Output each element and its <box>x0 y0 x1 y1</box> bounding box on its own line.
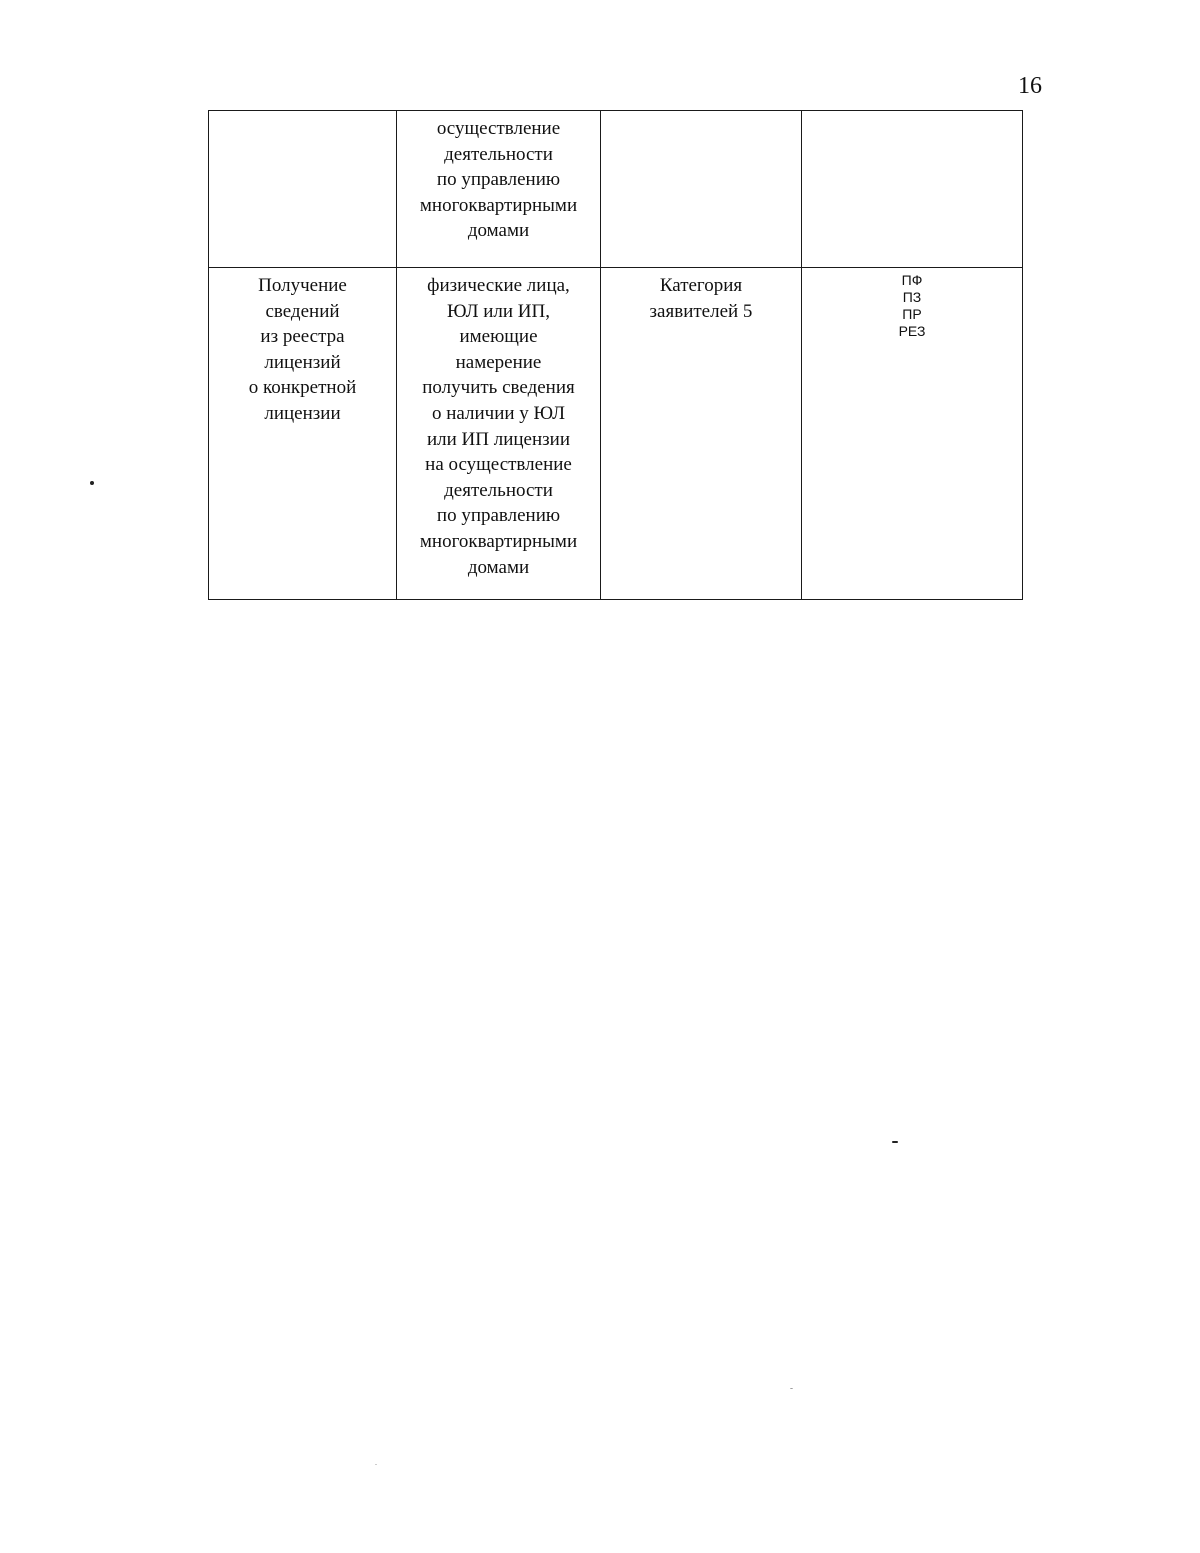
service-cell <box>209 268 397 600</box>
service-line: сведений <box>265 300 340 322</box>
service-line: из реестра <box>260 326 345 348</box>
service-line: о конкретной <box>248 377 357 399</box>
category-line: Категория <box>659 275 743 296</box>
applicants-line: деятельности <box>444 143 553 165</box>
code-line: ПЗ <box>902 289 922 305</box>
applicants-line: намерение <box>455 351 542 373</box>
scan-speck <box>892 1141 898 1143</box>
service-line: Получение <box>258 275 347 296</box>
applicants-line: многоквартирными <box>419 194 578 216</box>
applicants-line: деятельности <box>444 479 553 501</box>
applicants-cell <box>397 268 601 600</box>
applicants-line: осуществление <box>436 118 561 139</box>
applicants-line: многоквартирными <box>419 530 578 552</box>
code-line: ПР <box>902 306 922 322</box>
applicants-line: по управлению <box>436 505 561 527</box>
applicants-line: или ИП лицензии <box>426 428 571 450</box>
applicants-line: получить сведения <box>422 377 575 399</box>
applicants-cell <box>397 111 601 268</box>
table-row <box>209 268 1023 600</box>
applicants-line: домами <box>467 220 530 242</box>
applicants-line: домами <box>467 556 530 578</box>
category-line: заявителей 5 <box>649 300 753 322</box>
code-line: ПФ <box>901 272 923 288</box>
services-table <box>208 110 1023 600</box>
codes-cell <box>802 268 1023 600</box>
category-cell <box>601 111 802 268</box>
applicants-line: ЮЛ или ИП, <box>447 300 550 322</box>
page-number: 16 <box>1018 73 1042 99</box>
applicants-line: на осуществление <box>425 454 572 476</box>
service-line: лицензии <box>264 402 341 424</box>
code-line: РЕЗ <box>898 323 926 339</box>
scan-speck <box>90 481 94 485</box>
applicants-line: физические лица, <box>427 275 570 296</box>
table-row <box>209 111 1023 268</box>
scan-speck <box>790 1388 793 1389</box>
service-cell <box>209 111 397 268</box>
codes-cell <box>802 111 1023 268</box>
applicants-line: о наличии у ЮЛ <box>431 402 566 424</box>
applicants-line: имеющие <box>459 326 538 348</box>
category-cell <box>601 268 802 600</box>
applicants-line: по управлению <box>436 169 561 191</box>
scan-speck <box>375 1464 377 1465</box>
service-line: лицензий <box>264 351 341 373</box>
